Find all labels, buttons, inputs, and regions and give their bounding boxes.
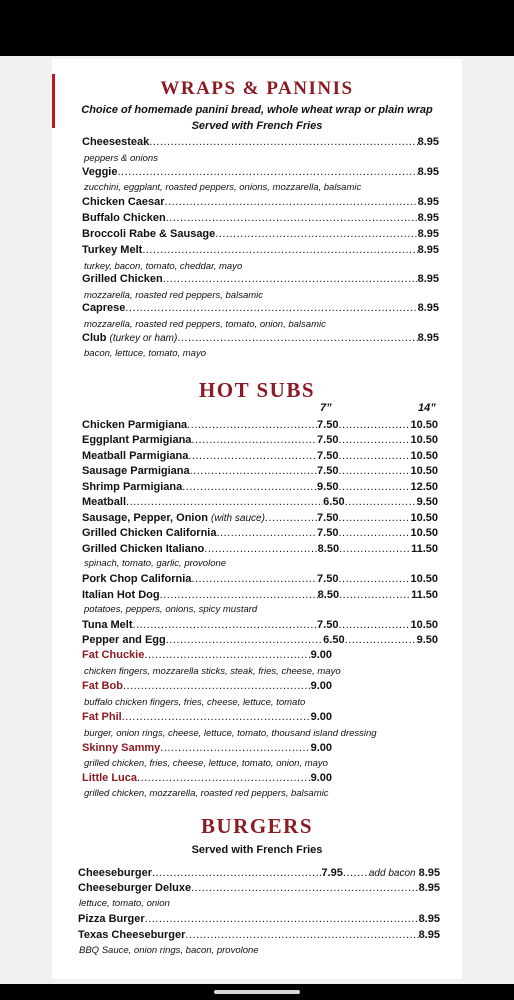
item-name: Veggie [82, 166, 118, 178]
item-description: buffalo chicken fingers, fries, cheese, lettuce, tomato [84, 697, 306, 708]
item-price: 8.95 [417, 166, 439, 178]
item-price: 8.95 [417, 196, 439, 208]
item-price: 8.95 [417, 273, 439, 285]
item-description: chicken fingers, mozzarella sticks, steak, fries, cheese, mayo [84, 666, 341, 677]
item-name-text: Sausage, Pepper, Onion [82, 512, 208, 524]
item-name: Cheeseburger Deluxe [78, 882, 192, 894]
item-price: 9.00 [310, 649, 332, 661]
size-14-header: 14” [418, 402, 436, 414]
burgers-title: BURGERS [200, 814, 314, 838]
item-name: Fat Chuckie [82, 649, 145, 661]
menu-item [82, 273, 439, 288]
item-name: Pork Chop California [82, 573, 192, 585]
dot-leader [338, 419, 410, 431]
dot-leader [345, 634, 417, 646]
menu-item [82, 527, 438, 542]
menu-item [82, 196, 439, 211]
menu-item [82, 742, 332, 757]
price-14: 10.50 [410, 527, 438, 539]
item-name: Pizza Burger [78, 913, 145, 925]
price-14: 10.50 [410, 512, 438, 524]
price-14: 10.50 [410, 450, 438, 462]
item-name: Cheesesteak [82, 136, 150, 148]
price-7: 8.50 [317, 543, 340, 555]
item-price: 8.95 [418, 929, 440, 941]
dot-leader [163, 273, 418, 285]
dot-leader [123, 680, 311, 692]
item-description: mozzarella, roasted red peppers, tomato, onion, balsamic [84, 319, 326, 330]
item-price: 8.95 [418, 882, 440, 894]
item-name: Buffalo Chicken [82, 212, 166, 224]
item-price: 8.95 [417, 136, 439, 148]
item-name: Little Luca [82, 772, 138, 784]
menu-item [82, 680, 332, 695]
addon-label: add bacon [368, 868, 416, 879]
item-price: 8.95 [417, 212, 439, 224]
menu-item [82, 573, 438, 588]
dot-leader [185, 929, 418, 941]
menu-item [82, 634, 438, 649]
item-note: (with sauce) [211, 513, 265, 524]
addon-price: 8.95 [418, 867, 440, 879]
item-name: Meatball Parmigiana [82, 450, 189, 462]
menu-item [82, 302, 439, 317]
item-description: grilled chicken, fries, cheese, lettuce, tomato, onion, mayo [84, 758, 328, 769]
dot-leader [216, 527, 317, 539]
item-name: Shrimp Parmigiana [82, 481, 183, 493]
item-note: (turkey or ham) [109, 333, 178, 344]
price-7: 7.50 [317, 419, 339, 431]
item-price: 9.00 [310, 772, 332, 784]
dot-leader [166, 634, 323, 646]
dot-leader [345, 496, 417, 508]
price-7: 9.50 [317, 481, 339, 493]
dot-leader [338, 434, 410, 446]
item-price: 7.95 [321, 867, 343, 879]
item-price: 8.95 [417, 302, 439, 314]
dot-leader [145, 913, 419, 925]
item-description: BBQ Sauce, onion rings, bacon, provolone [79, 945, 259, 956]
menu-item [82, 512, 438, 527]
menu-item [78, 913, 440, 928]
price-7: 7.50 [317, 465, 339, 477]
dot-leader [160, 589, 318, 601]
item-description: zucchini, eggplant, roasted peppers, onions, mozzarella, balsamic [84, 182, 362, 193]
dot-leader [188, 450, 317, 462]
item-name [82, 512, 265, 524]
hot-subs-title: HOT SUBS [198, 378, 316, 402]
item-description: peppers & onions [84, 153, 158, 164]
item-name: Grilled Chicken Italiano [82, 543, 205, 555]
dot-leader [338, 573, 410, 585]
wraps-title: WRAPS & PANINIS [160, 78, 354, 99]
dot-leader [160, 742, 310, 754]
dot-leader [215, 228, 417, 240]
menu-item [82, 589, 438, 604]
menu-item [82, 228, 439, 243]
item-name: Meatball [82, 496, 127, 508]
menu-item [82, 434, 438, 449]
item-name-text: Club [82, 332, 107, 344]
price-7: 7.50 [317, 450, 339, 462]
item-price: 8.95 [417, 228, 439, 240]
dot-leader [190, 465, 317, 477]
dot-leader [204, 543, 317, 555]
wraps-served-with: Served with French Fries [191, 120, 323, 132]
menu-item [82, 166, 439, 181]
menu-item [82, 136, 439, 151]
dot-leader [144, 649, 310, 661]
item-name: Skinny Sammy [82, 742, 161, 754]
item-name: Chicken Parmigiana [82, 419, 188, 431]
price-7: 6.50 [323, 496, 345, 508]
dot-leader [149, 136, 417, 148]
menu-item [82, 481, 438, 496]
menu-item [82, 419, 438, 434]
item-description: potatoes, peppers, onions, spicy mustard [84, 604, 258, 615]
item-name: Turkey Melt [82, 244, 143, 256]
dot-leader [338, 512, 410, 524]
item-price: 8.95 [418, 913, 440, 925]
price-14: 10.50 [410, 573, 438, 585]
wraps-subtitle: Choice of homemade panini bread, whole wheat wrap or plain wrap [81, 104, 433, 116]
item-name: Fat Phil [82, 711, 122, 723]
item-name: Caprese [82, 302, 126, 314]
dot-leader [338, 450, 410, 462]
menu-item [82, 649, 332, 664]
item-name: Grilled Chicken California [82, 527, 217, 539]
item-name: Grilled Chicken [82, 273, 163, 285]
item-name: Texas Cheeseburger [78, 929, 186, 941]
price-14: 9.50 [416, 634, 438, 646]
price-7: 7.50 [317, 573, 339, 585]
item-name: Cheeseburger [78, 867, 152, 879]
price-14: 11.50 [411, 589, 438, 601]
item-name: Broccoli Rabe & Sausage [82, 228, 216, 240]
price-14: 10.50 [410, 619, 438, 631]
price-14: 12.50 [410, 481, 438, 493]
price-14: 10.50 [410, 434, 438, 446]
item-name: Tuna Melt [82, 619, 133, 631]
dot-leader [191, 573, 317, 585]
item-name: Sausage Parmigiana [82, 465, 190, 477]
item-name: Chicken Caesar [82, 196, 165, 208]
item-name: Fat Bob [82, 680, 123, 692]
dot-leader [191, 434, 317, 446]
item-description: spinach, tomato, garlic, provolone [84, 558, 227, 569]
dot-leader [338, 527, 410, 539]
item-name [82, 332, 177, 344]
menu-item [82, 772, 332, 787]
price-7: 7.50 [317, 512, 339, 524]
item-price: 8.95 [417, 244, 439, 256]
menu-item [82, 711, 332, 726]
menu-item [82, 244, 439, 259]
dot-leader [338, 481, 410, 493]
dot-leader [152, 867, 321, 879]
dot-leader [339, 543, 411, 555]
burgers-served-with: Served with French Fries [191, 844, 323, 856]
item-description: burger, onion rings, cheese, lettuce, tomato, thousand island dressing [84, 728, 377, 739]
price-7: 7.50 [317, 527, 339, 539]
dot-leader [122, 711, 311, 723]
menu-item [82, 465, 438, 480]
price-7: 7.50 [317, 434, 339, 446]
dot-leader [338, 465, 410, 477]
dot-leader [265, 512, 317, 524]
dot-leader [125, 302, 417, 314]
item-description: mozzarella, roasted red peppers, balsamic [84, 290, 264, 301]
menu-item [82, 212, 439, 227]
item-name: Pepper and Egg [82, 634, 166, 646]
price-14: 10.50 [410, 465, 438, 477]
dot-leader [126, 496, 323, 508]
menu-item [78, 867, 440, 882]
item-name: Italian Hot Dog [82, 589, 160, 601]
dot-leader [343, 867, 369, 879]
menu-item [82, 332, 439, 347]
item-price: 8.95 [417, 332, 439, 344]
dot-leader [133, 619, 318, 631]
menu-item [82, 619, 438, 634]
price-14: 11.50 [411, 543, 438, 555]
dot-leader [165, 196, 418, 208]
dot-leader [142, 244, 417, 256]
dot-leader [187, 419, 317, 431]
dot-leader [191, 882, 418, 894]
price-7: 7.50 [317, 619, 339, 631]
dot-leader [182, 481, 317, 493]
dot-leader [117, 166, 417, 178]
price-7: 8.50 [317, 589, 340, 601]
item-price: 9.00 [310, 680, 332, 692]
dot-leader [166, 212, 418, 224]
top-status-bar [0, 0, 514, 56]
item-description: grilled chicken, mozzarella, roasted red peppers, balsamic [84, 788, 329, 799]
home-indicator[interactable] [214, 990, 300, 994]
price-14: 9.50 [416, 496, 438, 508]
item-description: lettuce, tomato, onion [79, 898, 170, 909]
menu-item [78, 882, 440, 897]
price-7: 6.50 [323, 634, 345, 646]
menu-item [82, 543, 438, 558]
item-description: turkey, bacon, tomato, cheddar, mayo [84, 261, 243, 272]
item-name: Eggplant Parmigiana [82, 434, 192, 446]
menu-item [82, 496, 438, 511]
menu-item [82, 450, 438, 465]
dot-leader [177, 332, 417, 344]
item-price: 9.00 [310, 742, 332, 754]
item-price: 9.00 [310, 711, 332, 723]
item-description: bacon, lettuce, tomato, mayo [84, 348, 206, 359]
size-7-header: 7” [320, 402, 332, 414]
menu-item [78, 929, 440, 944]
dot-leader [137, 772, 311, 784]
price-14: 10.50 [410, 419, 438, 431]
dot-leader [339, 589, 411, 601]
dot-leader [338, 619, 410, 631]
